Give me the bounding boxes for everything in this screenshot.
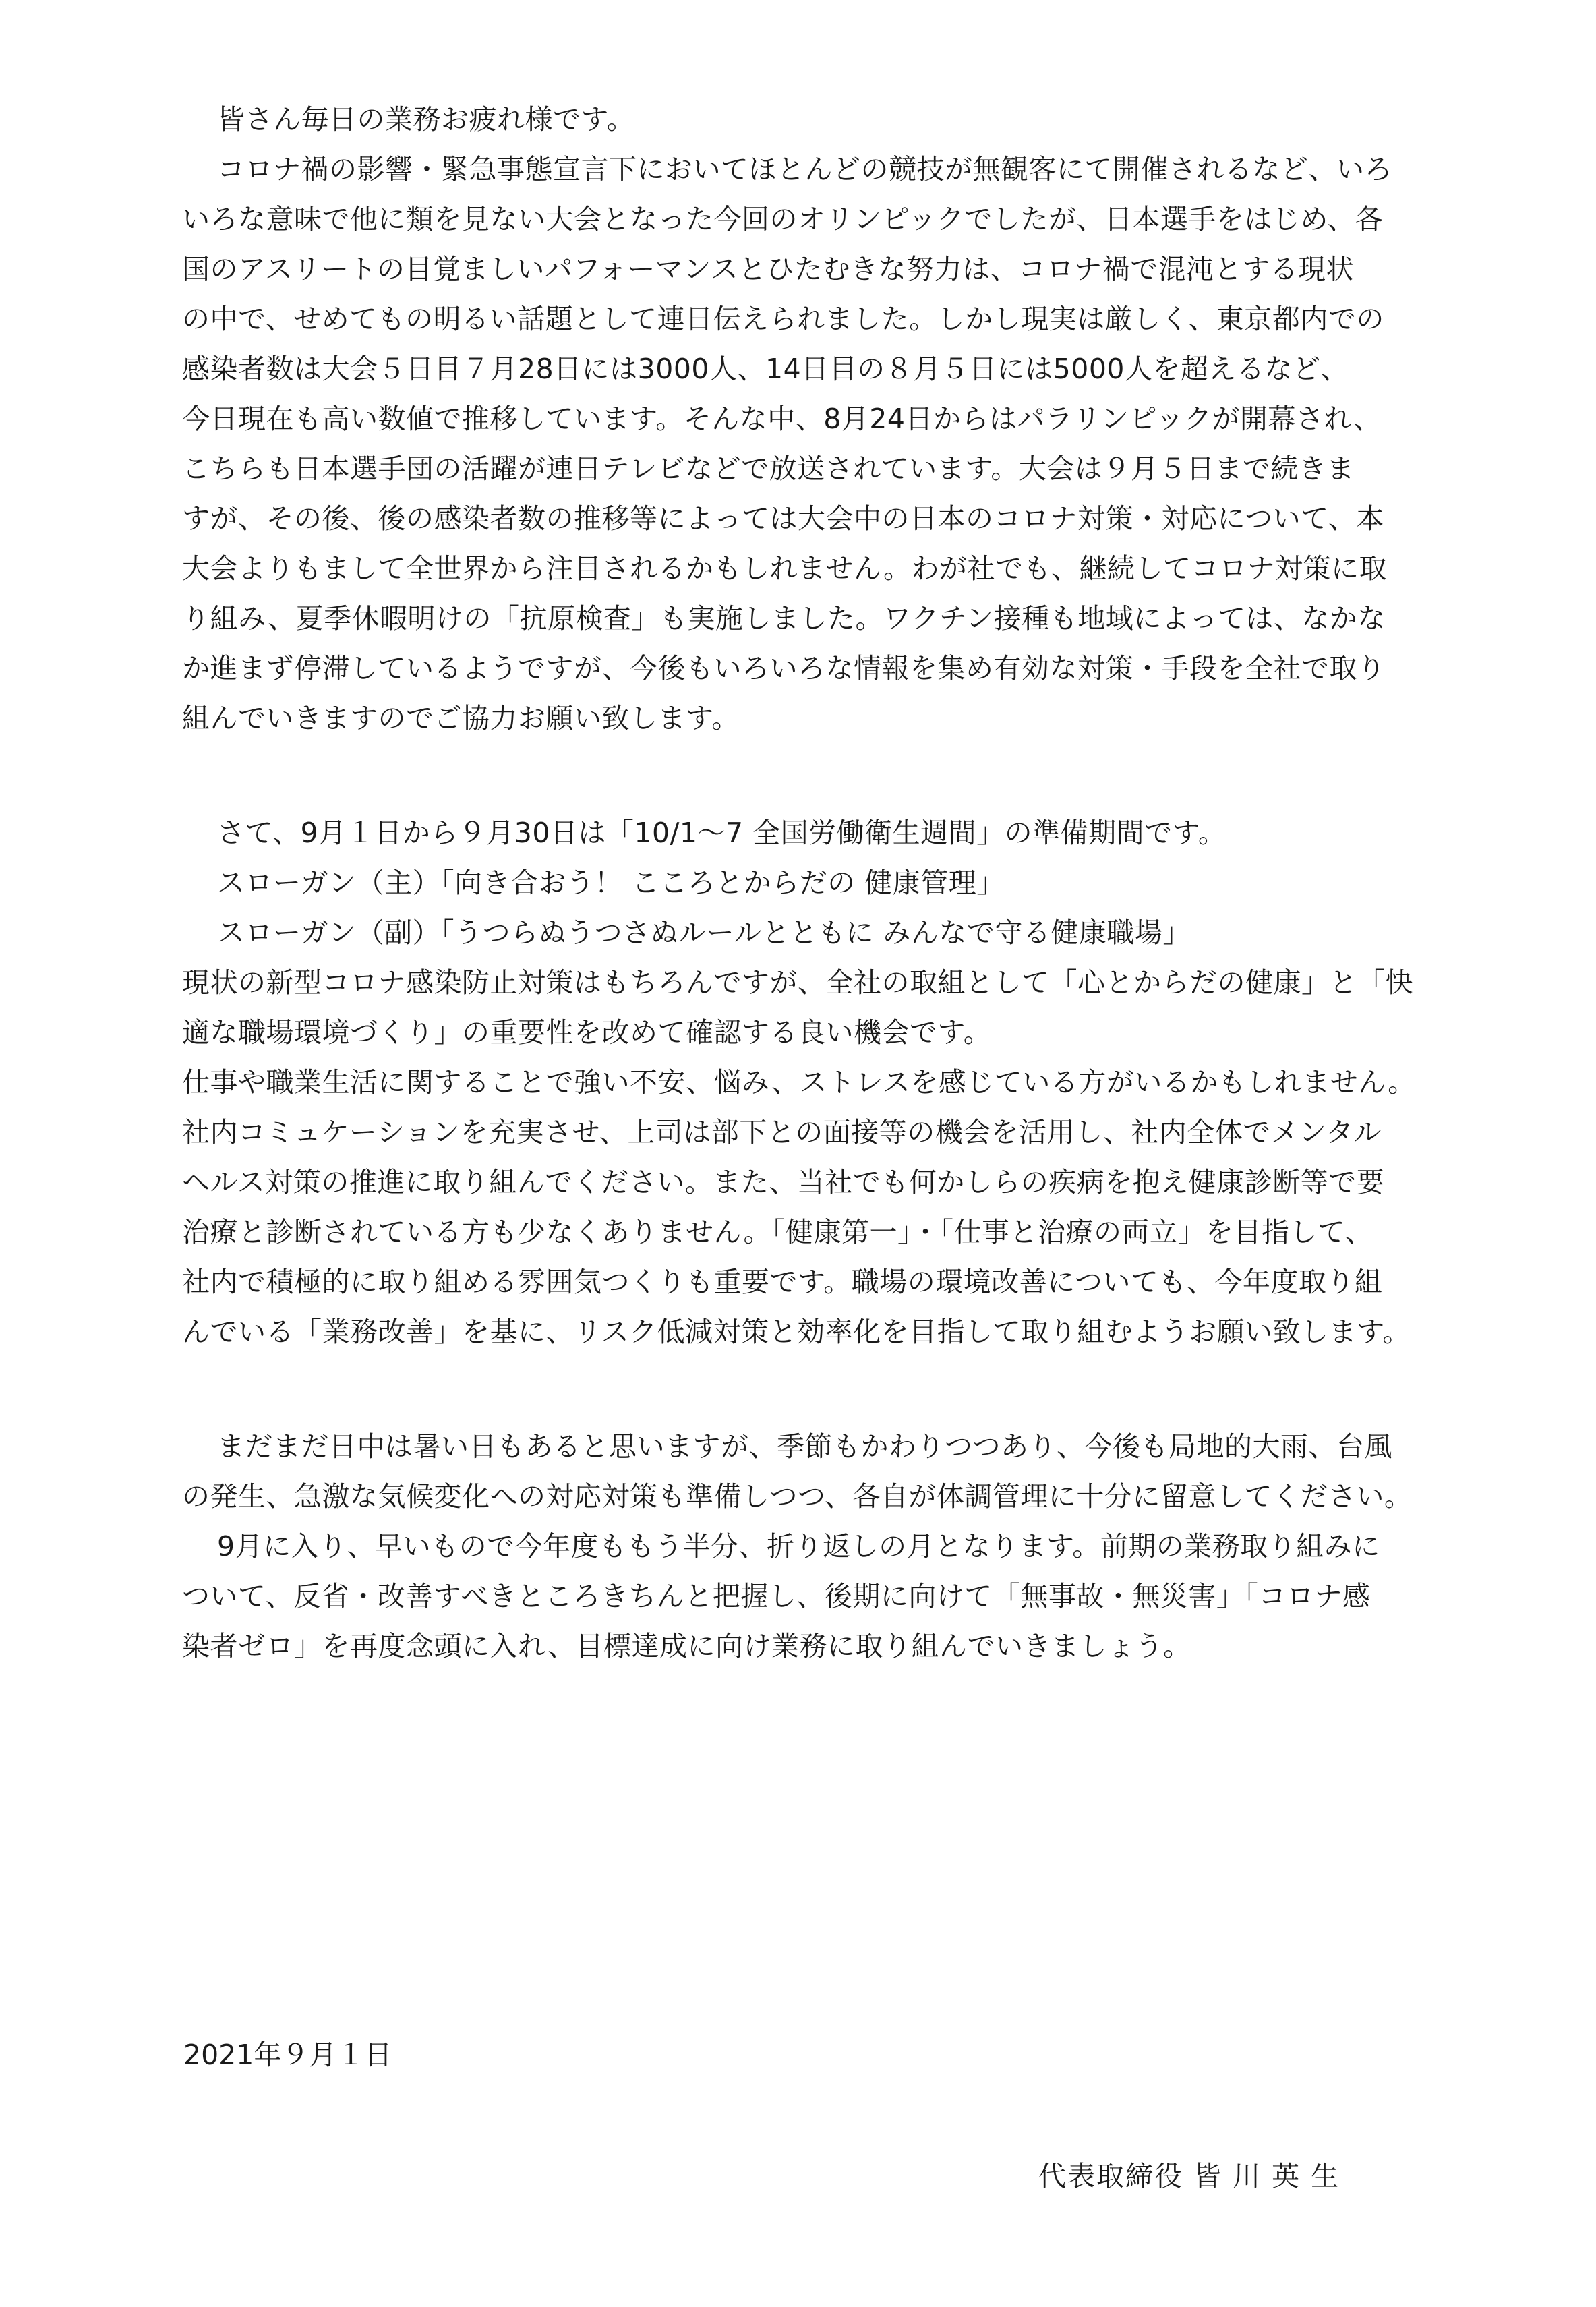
text-line: まだまだ日中は暑い日もあると思いますが、季節もかわりつつあり、今後も局地的大雨、台風 [217, 1430, 1392, 1463]
text-line: 適な職場環境づくり」の重要性を改めて確認する良い機会です。 [182, 1016, 992, 1049]
letter-body [182, 94, 1416, 1671]
text-line: 大会よりもまして全世界から注目されるかもしれません。わが社でも、継続してコロナ対策に取 [182, 552, 1387, 585]
document-date: 2021年９月１日 [183, 2039, 392, 2071]
text-line: さて、9月１日から９月30日は「10/1～7 全国労働衛生週間」の準備期間です。 [217, 817, 1226, 849]
text-line: 社内コミュケーションを充実させ、上司は部下との面接等の機会を活用し、社内全体でメンタル [182, 1116, 1382, 1148]
text-line: の中で、せめてもの明るい話題として連日伝えられました。しかし現実は厳しく、東京都内での [182, 303, 1384, 335]
text-line: いろな意味で他に類を見ない大会となった今回のオリンピックでしたが、日本選手をはじめ、各 [182, 203, 1384, 235]
text-line: すが、その後、後の感染者数の推移等によっては大会中の日本のコロナ対策・対応について、本 [182, 502, 1384, 535]
text-line: ヘルス対策の推進に取り組んでください。また、当社でも何かしらの疾病を抱え健康診断等で要 [182, 1166, 1385, 1198]
slogan-sub: スローガン（副）「うつらぬうつさぬルールとともに みんなで守る健康職場」 [217, 916, 1191, 949]
text-line: 仕事や職業生活に関することで強い不安、悩み、ストレスを感じている方がいるかもしれません。 [182, 1066, 1416, 1099]
text-line: 治療と診断されている方も少なくありません。「健康第一」・「仕事と治療の両立」を目指して、 [182, 1216, 1373, 1248]
text-line: の発生、急激な気候変化への対応対策も準備しつつ、各自が体調管理に十分に留意してください。 [182, 1480, 1413, 1513]
text-line: ついて、反省・改善すべきところきちんと把握し、後期に向けて「無事故・無災害」「コロナ感 [182, 1580, 1371, 1612]
paragraph-safety-week [182, 808, 1416, 1357]
text-line: 国のアスリートの目覚ましいパフォーマンスとひたむきな努力は、コロナ禍で混沌とする現状 [182, 253, 1355, 285]
paragraph-half-year [182, 1521, 1416, 1671]
text-line: 感染者数は大会５日目７月28日には3000人、14日目の８月５日には5000人を超えるなど、 [182, 353, 1349, 385]
paragraph-spacer [182, 743, 1416, 808]
slogan-main: スローガン（主）「向き合おう！ こころとからだの 健康管理」 [217, 867, 1005, 899]
text-line: 社内で積極的に取り組める雰囲気つくりも重要です。職場の環境改善についても、今年度取り組 [182, 1266, 1383, 1298]
paragraph-weather [182, 1422, 1416, 1521]
text-line: 今日現在も高い数値で推移しています。そんな中、8月24日からはパラリンピックが開幕され、 [182, 403, 1382, 435]
greeting-line: 皆さん毎日の業務お疲れ様です。 [217, 103, 635, 136]
text-line: り組み、夏季休暇明けの「抗原検査」も実施しました。ワクチン接種も地域によっては、なかな [182, 602, 1386, 635]
text-line: 現状の新型コロナ感染防止対策はもちろんですが、全社の取組として「心とからだの健康」と「快 [182, 966, 1413, 999]
text-line: んでいる「業務改善」を基に、リスク低減対策と効率化を目指して取り組むようお願い致します。 [182, 1316, 1411, 1348]
text-line: 組んでいきますのでご協力お願い致します。 [182, 702, 740, 734]
text-line: 染者ゼロ」を再度念頭に入れ、目標達成に向け業務に取り組んでいきましょう。 [182, 1630, 1191, 1662]
paragraph-spacer [182, 1357, 1416, 1422]
paragraph-olympics [182, 144, 1416, 743]
text-line: 9月に入り、早いもので今年度ももう半分、折り返しの月となります。前期の業務取り組みに [217, 1530, 1380, 1563]
text-line: こちらも日本選手団の活躍が連日テレビなどで放送されています。大会は９月５日まで続きま [182, 452, 1355, 485]
text-line: か進まず停滞しているようですが、今後もいろいろな情報を集め有効な対策・手段を全社で取り [182, 652, 1386, 684]
text-line: コロナ禍の影響・緊急事態宣言下においてほとんどの競技が無観客にて開催されるなど、いろ [217, 153, 1392, 185]
signature: 代表取締役 皆 川 英 生 [1038, 2160, 1340, 2192]
